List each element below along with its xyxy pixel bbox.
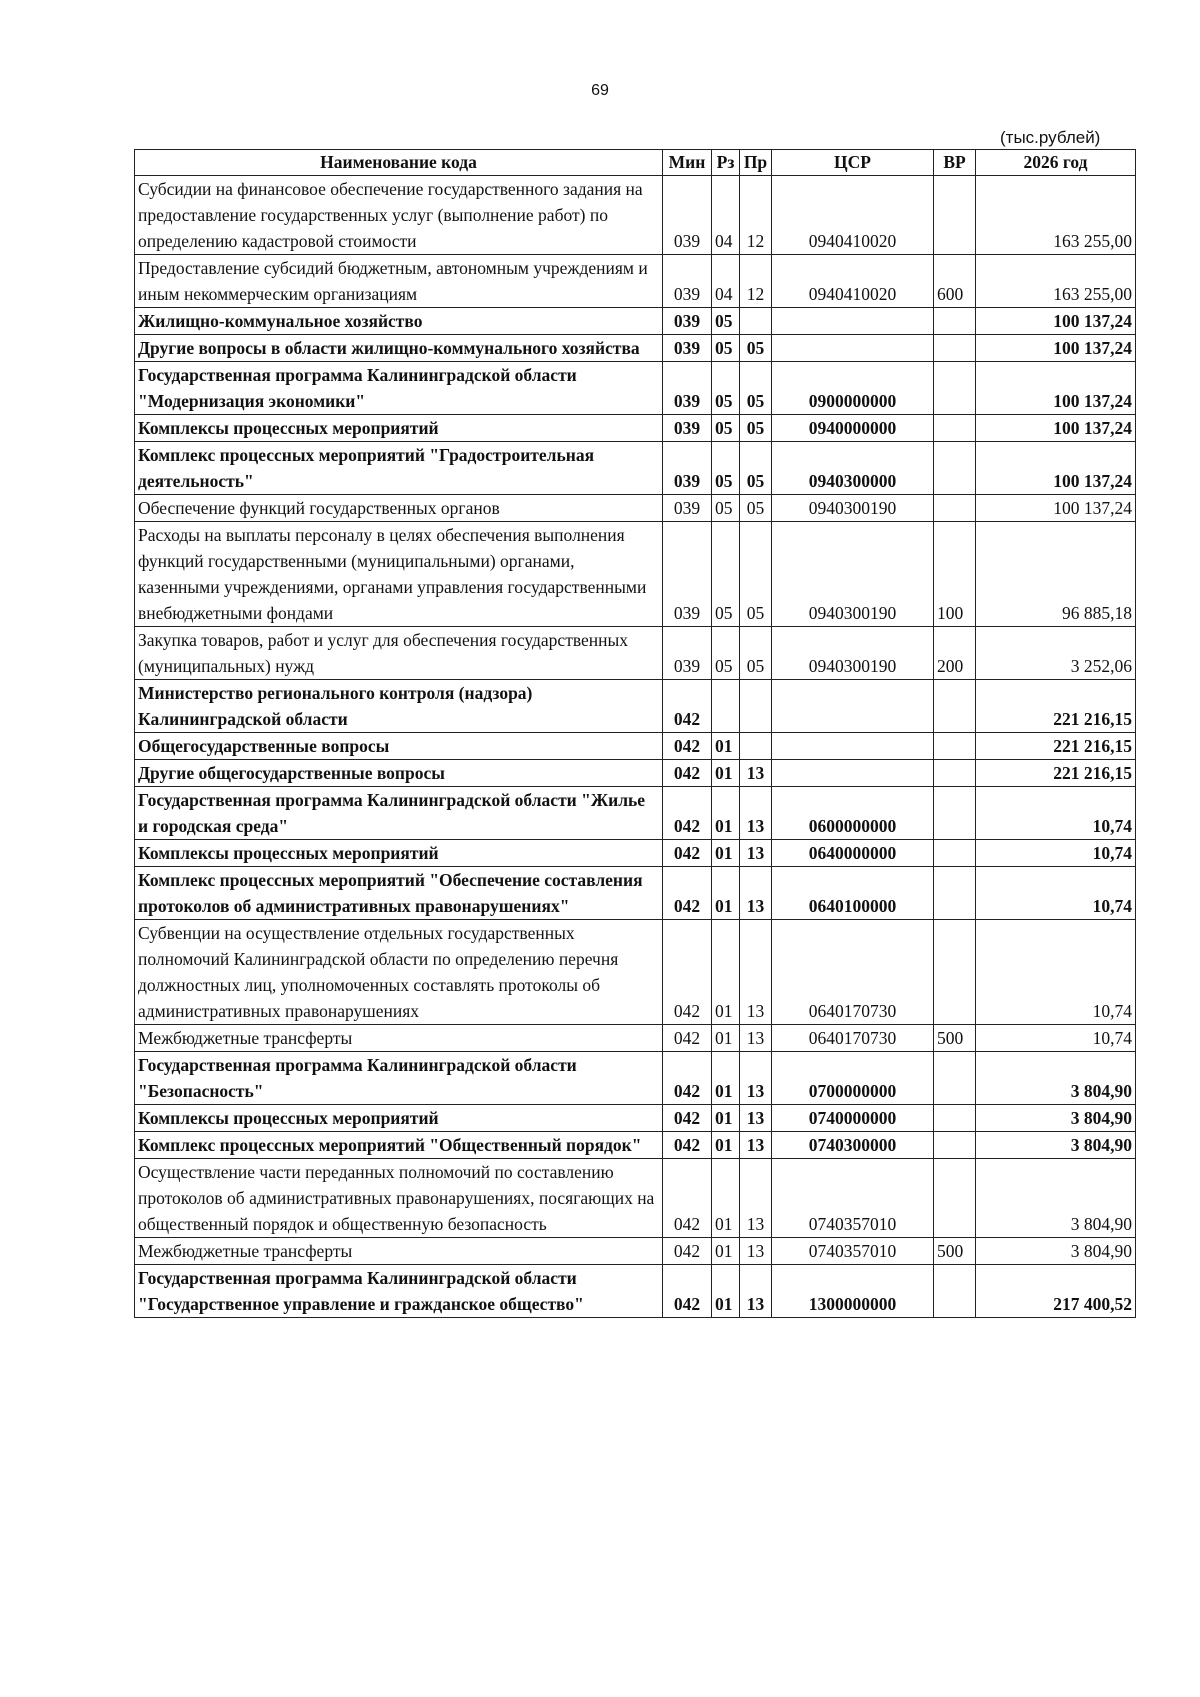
cell-name: Межбюджетные трансферты	[135, 1238, 663, 1265]
cell-vr	[934, 335, 976, 362]
cell-rz: 04	[712, 255, 740, 308]
cell-vr	[934, 176, 976, 255]
cell-amount: 3 804,90	[976, 1132, 1136, 1159]
cell-name: Комплекс процессных мероприятий "Обеспечение составления протоколов об административных правонарушениях"	[135, 867, 663, 920]
cell-csr: 0640170730	[772, 1025, 934, 1052]
cell-csr: 0940410020	[772, 176, 934, 255]
cell-pr: 05	[740, 415, 772, 442]
cell-min: 042	[663, 1105, 712, 1132]
cell-amount: 10,74	[976, 840, 1136, 867]
cell-rz: 05	[712, 415, 740, 442]
cell-vr	[934, 733, 976, 760]
cell-min: 039	[663, 495, 712, 522]
cell-name: Расходы на выплаты персоналу в целях обеспечения выполнения функций государственными (муниципальными) органами, казенными учреждениями, органами управления государственными внебюджетными фондами	[135, 522, 663, 627]
cell-pr: 05	[740, 442, 772, 495]
cell-vr: 500	[934, 1238, 976, 1265]
cell-vr	[934, 1052, 976, 1105]
cell-min: 039	[663, 362, 712, 415]
cell-amount: 100 137,24	[976, 362, 1136, 415]
cell-min: 039	[663, 335, 712, 362]
cell-min: 042	[663, 1159, 712, 1238]
table-row	[135, 255, 1136, 308]
table-row	[135, 760, 1136, 787]
cell-vr: 200	[934, 627, 976, 680]
table-row	[135, 308, 1136, 335]
cell-amount: 221 216,15	[976, 760, 1136, 787]
table-row	[135, 415, 1136, 442]
cell-pr: 13	[740, 1265, 772, 1318]
cell-min: 042	[663, 1265, 712, 1318]
cell-min: 042	[663, 787, 712, 840]
cell-pr: 13	[740, 1132, 772, 1159]
cell-rz: 05	[712, 522, 740, 627]
cell-rz: 01	[712, 760, 740, 787]
cell-min: 039	[663, 442, 712, 495]
cell-name: Обеспечение функций государственных органов	[135, 495, 663, 522]
cell-amount: 163 255,00	[976, 176, 1136, 255]
cell-rz	[712, 680, 740, 733]
cell-csr: 0940300000	[772, 442, 934, 495]
cell-csr: 0740300000	[772, 1132, 934, 1159]
cell-min: 039	[663, 522, 712, 627]
cell-name: Государственная программа Калининградской области "Модернизация экономики"	[135, 362, 663, 415]
cell-rz: 01	[712, 1159, 740, 1238]
cell-amount: 3 252,06	[976, 627, 1136, 680]
cell-amount: 100 137,24	[976, 335, 1136, 362]
cell-pr: 05	[740, 495, 772, 522]
cell-vr: 500	[934, 1025, 976, 1052]
cell-pr: 12	[740, 255, 772, 308]
cell-vr	[934, 680, 976, 733]
cell-csr: 0640170730	[772, 920, 934, 1025]
header-year: 2026 год	[976, 150, 1136, 176]
cell-min: 039	[663, 415, 712, 442]
header-name: Наименование кода	[135, 150, 663, 176]
table-row	[135, 335, 1136, 362]
cell-csr	[772, 760, 934, 787]
cell-vr	[934, 495, 976, 522]
cell-rz: 01	[712, 1265, 740, 1318]
table-body	[135, 176, 1136, 1318]
cell-rz: 05	[712, 335, 740, 362]
table-row	[135, 176, 1136, 255]
cell-vr	[934, 1105, 976, 1132]
cell-name: Комплекс процессных мероприятий "Градостроительная деятельность"	[135, 442, 663, 495]
table-row	[135, 1265, 1136, 1318]
cell-pr	[740, 308, 772, 335]
cell-amount: 10,74	[976, 920, 1136, 1025]
cell-amount: 100 137,24	[976, 442, 1136, 495]
header-vr: ВР	[934, 150, 976, 176]
page-number: 69	[591, 82, 609, 99]
cell-name: Жилищно-коммунальное хозяйство	[135, 308, 663, 335]
cell-pr: 13	[740, 760, 772, 787]
cell-pr: 13	[740, 1025, 772, 1052]
cell-rz: 05	[712, 308, 740, 335]
cell-pr: 13	[740, 1105, 772, 1132]
cell-rz: 01	[712, 1105, 740, 1132]
cell-pr: 13	[740, 840, 772, 867]
cell-rz: 05	[712, 362, 740, 415]
cell-name: Комплекс процессных мероприятий "Общественный порядок"	[135, 1132, 663, 1159]
cell-name: Другие общегосударственные вопросы	[135, 760, 663, 787]
table-row	[135, 362, 1136, 415]
cell-csr: 1300000000	[772, 1265, 934, 1318]
cell-name: Межбюджетные трансферты	[135, 1025, 663, 1052]
cell-amount: 163 255,00	[976, 255, 1136, 308]
cell-min: 042	[663, 920, 712, 1025]
cell-amount: 217 400,52	[976, 1265, 1136, 1318]
header-pr: Пр	[740, 150, 772, 176]
cell-csr: 0940000000	[772, 415, 934, 442]
budget-table	[134, 149, 1136, 1318]
table-row	[135, 1132, 1136, 1159]
table-row	[135, 1159, 1136, 1238]
cell-rz: 01	[712, 840, 740, 867]
table-row	[135, 787, 1136, 840]
cell-csr	[772, 335, 934, 362]
cell-csr	[772, 680, 934, 733]
cell-amount: 221 216,15	[976, 733, 1136, 760]
cell-name: Комплексы процессных мероприятий	[135, 415, 663, 442]
cell-vr	[934, 362, 976, 415]
table-row	[135, 680, 1136, 733]
cell-name: Комплексы процессных мероприятий	[135, 840, 663, 867]
cell-amount: 221 216,15	[976, 680, 1136, 733]
cell-csr: 0940410020	[772, 255, 934, 308]
cell-csr: 0600000000	[772, 787, 934, 840]
cell-min: 042	[663, 867, 712, 920]
table-row	[135, 522, 1136, 627]
cell-vr	[934, 920, 976, 1025]
cell-min: 042	[663, 840, 712, 867]
cell-csr: 0740357010	[772, 1238, 934, 1265]
table-row	[135, 627, 1136, 680]
cell-pr: 13	[740, 1159, 772, 1238]
cell-pr: 05	[740, 362, 772, 415]
units-label: (тыс.рублей)	[1000, 128, 1101, 147]
cell-name: Субсидии на финансовое обеспечение государственного задания на предоставление государственных услуг (выполнение работ) по определению кадастровой стоимости	[135, 176, 663, 255]
cell-name: Субвенции на осуществление отдельных государственных полномочий Калининградской области по определению перечня должностных лиц, уполномоченных составлять протоколы об административных правонарушениях	[135, 920, 663, 1025]
cell-name: Общегосударственные вопросы	[135, 733, 663, 760]
cell-amount: 10,74	[976, 1025, 1136, 1052]
cell-name: Закупка товаров, работ и услуг для обеспечения государственных (муниципальных) нужд	[135, 627, 663, 680]
cell-pr: 13	[740, 1238, 772, 1265]
cell-csr: 0940300190	[772, 495, 934, 522]
cell-rz: 01	[712, 1132, 740, 1159]
cell-csr: 0640000000	[772, 840, 934, 867]
cell-pr: 13	[740, 867, 772, 920]
cell-name: Государственная программа Калининградской области "Безопасность"	[135, 1052, 663, 1105]
cell-pr	[740, 733, 772, 760]
cell-rz: 05	[712, 495, 740, 522]
cell-min: 042	[663, 760, 712, 787]
cell-vr: 100	[934, 522, 976, 627]
cell-pr: 12	[740, 176, 772, 255]
cell-csr: 0740357010	[772, 1159, 934, 1238]
cell-csr: 0940300190	[772, 522, 934, 627]
cell-vr	[934, 1159, 976, 1238]
table-row	[135, 867, 1136, 920]
cell-rz: 04	[712, 176, 740, 255]
cell-amount: 3 804,90	[976, 1238, 1136, 1265]
cell-pr: 13	[740, 787, 772, 840]
cell-name: Государственная программа Калининградской области "Государственное управление и гражданское общество"	[135, 1265, 663, 1318]
cell-vr	[934, 308, 976, 335]
header-rz: Рз	[712, 150, 740, 176]
cell-min: 039	[663, 255, 712, 308]
cell-min: 042	[663, 1025, 712, 1052]
cell-amount: 10,74	[976, 867, 1136, 920]
table-row	[135, 1105, 1136, 1132]
cell-name: Государственная программа Калининградской области "Жилье и городская среда"	[135, 787, 663, 840]
cell-pr: 05	[740, 335, 772, 362]
cell-min: 039	[663, 176, 712, 255]
cell-amount: 3 804,90	[976, 1052, 1136, 1105]
table-row	[135, 733, 1136, 760]
cell-rz: 01	[712, 1025, 740, 1052]
cell-amount: 3 804,90	[976, 1105, 1136, 1132]
cell-vr	[934, 1265, 976, 1318]
cell-vr	[934, 1132, 976, 1159]
cell-pr	[740, 680, 772, 733]
cell-vr	[934, 442, 976, 495]
cell-amount: 96 885,18	[976, 522, 1136, 627]
cell-vr	[934, 760, 976, 787]
cell-rz: 01	[712, 787, 740, 840]
cell-rz: 01	[712, 733, 740, 760]
cell-name: Предоставление субсидий бюджетным, автономным учреждениям и иным некоммерческим организациям	[135, 255, 663, 308]
table-row	[135, 840, 1136, 867]
cell-pr: 13	[740, 920, 772, 1025]
cell-min: 039	[663, 308, 712, 335]
cell-pr: 05	[740, 627, 772, 680]
cell-vr	[934, 787, 976, 840]
cell-vr	[934, 840, 976, 867]
cell-amount: 100 137,24	[976, 415, 1136, 442]
cell-name: Министерство регионального контроля (надзора) Калининградской области	[135, 680, 663, 733]
cell-csr: 0940300190	[772, 627, 934, 680]
cell-csr: 0640100000	[772, 867, 934, 920]
cell-csr: 0900000000	[772, 362, 934, 415]
cell-csr: 0740000000	[772, 1105, 934, 1132]
cell-vr	[934, 867, 976, 920]
cell-csr	[772, 733, 934, 760]
cell-amount: 3 804,90	[976, 1159, 1136, 1238]
cell-amount: 100 137,24	[976, 495, 1136, 522]
table-header-row	[135, 150, 1136, 176]
cell-min: 042	[663, 1132, 712, 1159]
cell-amount: 10,74	[976, 787, 1136, 840]
cell-rz: 01	[712, 867, 740, 920]
cell-amount: 100 137,24	[976, 308, 1136, 335]
table-row	[135, 1052, 1136, 1105]
cell-name: Другие вопросы в области жилищно-коммунального хозяйства	[135, 335, 663, 362]
header-min: Мин	[663, 150, 712, 176]
cell-name: Осуществление части переданных полномочий по составлению протоколов об административных правонарушениях, посягающих на общественный порядок и общественную безопасность	[135, 1159, 663, 1238]
cell-csr	[772, 308, 934, 335]
table-row	[135, 1238, 1136, 1265]
table-row	[135, 1025, 1136, 1052]
cell-pr: 05	[740, 522, 772, 627]
cell-min: 042	[663, 1052, 712, 1105]
cell-rz: 05	[712, 442, 740, 495]
table-row	[135, 920, 1136, 1025]
cell-csr: 0700000000	[772, 1052, 934, 1105]
cell-rz: 05	[712, 627, 740, 680]
cell-min: 042	[663, 733, 712, 760]
cell-min: 042	[663, 680, 712, 733]
cell-vr	[934, 415, 976, 442]
table-row	[135, 495, 1136, 522]
cell-min: 039	[663, 627, 712, 680]
cell-rz: 01	[712, 1052, 740, 1105]
cell-pr: 13	[740, 1052, 772, 1105]
table-row	[135, 442, 1136, 495]
cell-rz: 01	[712, 1238, 740, 1265]
cell-name: Комплексы процессных мероприятий	[135, 1105, 663, 1132]
cell-min: 042	[663, 1238, 712, 1265]
cell-vr: 600	[934, 255, 976, 308]
header-csr: ЦСР	[772, 150, 934, 176]
cell-rz: 01	[712, 920, 740, 1025]
